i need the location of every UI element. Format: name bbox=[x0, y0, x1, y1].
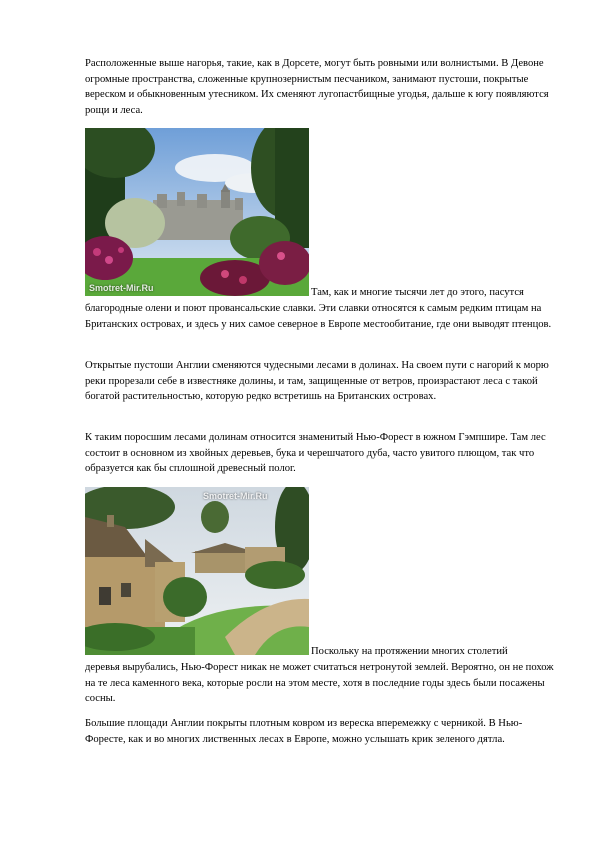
paragraph-deer: благородные олени и поют провансальские славки. Эти славки относятся к самым редким птицам на Британских островах, и здесь у них самое северное в Европе местообитание, где они выводят птенцов. bbox=[85, 303, 552, 330]
paragraph-logging-start: Поскольку на протяжении многих столетий bbox=[311, 646, 508, 657]
paragraph-new-forest: К таким поросшим лесами долинам относится знаменитый Нью-Форест в южном Гэмпшире. Там лес состоит в основном из хвойных деревьев, бука и черешчатого дуба, часто увитого плющом, так что образуется как бы сплошной древесный полог. bbox=[85, 432, 546, 475]
paragraph-deer-start: Там, как и многие тысячи лет до этого, пасутся bbox=[311, 287, 524, 298]
cottages-photo bbox=[85, 487, 309, 655]
paragraph-uplands: Расположенные выше нагорья, такие, как в Дорсете, могут быть ровными или волнистыми. В Девоне огромные пространства, сложенные крупнозернистым песчаником, занимают пустоши, покрытые вереском и обыкновенным утесником. Их сменяют лугопастбищные угодья, дальше к югу появляются рощи и леса. bbox=[85, 58, 549, 116]
photo-watermark: Smotret-Mir.Ru bbox=[89, 283, 154, 293]
castle-garden-photo bbox=[85, 128, 309, 296]
paragraph-logging: деревья вырубались, Нью-Форест никак не может считаться нетронутой землей. Вероятно, он не похож на те леса каменного века, которые росли на этом месте, хотя в последние годы здесь были посажены сосны. bbox=[85, 662, 554, 705]
cottages-illustration bbox=[85, 487, 309, 655]
photo-watermark: Smotret-Mir.Ru bbox=[203, 491, 268, 501]
castle-garden-illustration bbox=[85, 128, 309, 296]
paragraph-heather: Большие площади Англии покрыты плотным ковром из вереска вперемежку с черникой. В Нью-Форесте, как и во многих лиственных лесах в Европе, можно услышать крик зеленого дятла. bbox=[85, 718, 523, 745]
paragraph-valleys: Открытые пустоши Англии сменяются чудесными лесами в долинах. На своем пути с нагорий к морю реки прорезали себе в известняке долины, и там, защищенные от ветров, произрастают леса с такой богатой растительностью, которую редко встретишь на Британских островах. bbox=[85, 360, 549, 403]
